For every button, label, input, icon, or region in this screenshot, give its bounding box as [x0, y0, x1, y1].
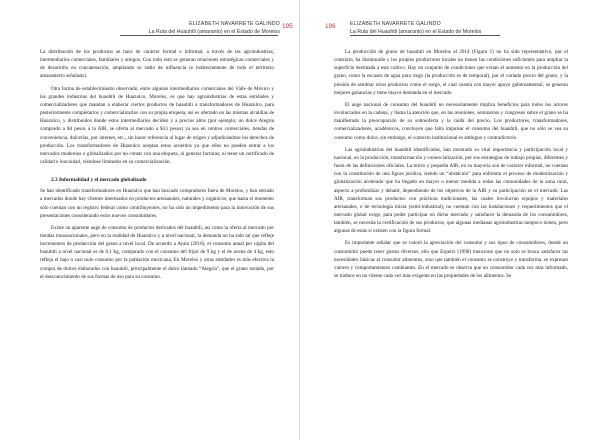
left-header-rule	[120, 35, 278, 36]
right-page-number: 196	[325, 23, 336, 30]
left-header-title: La Ruta del Huauhtli (amaranto) en el Estado de Morelos	[148, 29, 280, 35]
left-header-author: ELIZABETH NAVARRETE GALINDO	[189, 21, 280, 27]
right-header-rule	[350, 35, 500, 36]
right-header-author: ELIZABETH NAVARRETE GALINDO	[350, 21, 441, 27]
paragraph: La producción de grano de huauhtli en Morelos al 2014 (Figura 1) no ha sido representativo, por el contrario, ha disminuido y los propios productores locales no tienen las condiciones suficientes para ampliar la superficie destinada a este cultivo. Hay un conjunto de condiciones que evitan el aumento en la producción del grano, como la escasez de agua para riego (la producción es de temporal), por el variado precio del grano, y la presión de sembrar otros productos como el sorgo, el cual cuenta con mayor apoyo gubernamental, se generan mejores ganancias y tiene mayor demanda en el mercado.	[334, 49, 568, 96]
paragraph: Las agroindustrias del huauhtli identificadas, han mostrado su vital importancia y participación local y nacional, en la producción, transformación y comercialización, por sus estrategias de trabajo propias, diferentes y fuera de las definiciones oficiales. La micro y pequeña AIR, en su mayoría son de carácter informal, no cuentan con la constitución de una figura jurídica, siendo un “obstáculo” para enfrentar el proceso de modernización y globalización acelerado que ha llegado en mayor o menor medida a todas las comunidades de la zona rural, aspecto a profundizar y debatir, dependiendo de los objetivos de la AIR y su participación en el mercado. Las AIR, transforman sus productos con prácticas tradicionales, las cuales involucran equipos y materiales artesanales, o de tecnología mixta (semi-industrial), no cuentan con las instalaciones y requerimientos que el mercado global exige, para poder participar en dicho mercado y satisfacer la demanda de los consumidores, también, se necesita la certificación de sus productos, que algunas medianas agroindustrias tampoco tienen, pero algunas de estas sí existen con la figura formal.	[334, 146, 568, 235]
left-page-header	[120, 20, 280, 42]
section-heading: 2.3 Informalidad y el mercado globalizado	[51, 177, 147, 184]
paragraph: La distribución de los productos se hace de carácter formal e informal, a través de las agroindustrias, intermediarios comerciales, familiares y amigos. Con todo esto se generan relaciones estratégicas comerciales y de desarrollo en concatenación, ampliando su radio de influencia (e indirectamente de todo el territorio amaranterro señalado).	[40, 49, 274, 80]
left-page-body	[40, 48, 274, 281]
right-page	[300, 0, 600, 440]
paragraph: Es importante señalar que se valoró la apreciación del consumo y sus tipos de consumidores, donde un consumidor puede tener gustos diversos, ello que Espeitx (1996) mencionó que no solo se busca satisfacer las necesidades básicas al consumir alimentos, sino que también el consumo se construye y transforma, se expresan valores y comportamientos cambiantes. En el mercado se observa que un consumidor cada vez más informado, se traduce en un cliente cada vez más exigente en las propiedades de los alimentos. Se	[334, 240, 568, 280]
left-page-number: 195	[282, 23, 293, 30]
paragraph: El auge nacional de consumo del huauhtli no necesariamente implica beneficios para todos los actores involucrados en la cadena, y llama la atención que, en las reuniones, seminarios y congresos sobre el grano se ha manifestado la preocupación de su sobreoferta y la caída del precio. Los productores, transformadores, comercializadores, académicos, concluyen que falta impulsar el consumo del huauhtli, que no sólo se vea su consumo como dulce, sin embargo, el contexto institucional es ambiguo y contradictorio.	[334, 101, 568, 141]
paragraph: Otra forma de establecimiento observado, entre algunos intermediarios comerciales del Valle de México y las grandes industrias del huauhtli de Huazulco, Morelos, es que hay agroindustrias de estas entidades y comercializadores que mandan a elaborar ciertos productos de huauhtli a transformadores de Huazulco, para posteriormente completarlos y comercializarlos con su propia etiqueta, así es ofertado en las mismas alcaldías de Huazulco, y distribuidos donde estos intermediarios deciden y a precios altos (por ejemplo; un dulce Alegría comprado a $4 pesos a la AIR, se oferta al mercado a $13 pesos) ya sea en centros comerciales, tiendas de conveniencia, dulcerías, por internet, etc., sin hacer referencia al lugar de origen y adjudicándose los derechos de producción. Los transformadores de Huazulco aceptan estos acuerdos ya que ellos no pueden entrar a los mercados modernos o globalizados por no contar con una etiqueta, ni generar facturas; ni tener un certificado de calidad e inocuidad, viéndose limitados en su comercialización.	[40, 85, 274, 166]
right-page-body	[334, 48, 568, 280]
paragraph: Existe un aparente auge de consumo de productos derivados del huauhtli, así como la oferta al mercado por tiendas transnacionales, pero en la realidad de Huazulco y a nivel nacional, la demanda no ha sido tal que refleje incrementos de producción del grano a nivel local. De acuerdo a Ayala (2016), el consumo anual per cápita del huauhtli a nivel nacional es de 0.1 kg, comparado con el consumo del frijol de 9 kg y el de avena de 4 kg, esto refleja el bajo o casi nulo consumo por la población mexicana. En Morelos y otras entidades es más efectiva la compra de dulces elaborados con huauhtli, principalmente el dulce llamado “Alegría”, que el grano tostado, por el desconocimiento de sus formas de uso para su consumo.	[40, 224, 274, 280]
paragraph: Se han identificado transformadores en Huazulco que han buscado compradores fuera de Morelos, y han entrado a mercados donde hay clientes interesados en productos artesanales, naturales y orgánicos; que hasta el momento sólo cuentan con un registro federal como contribuyentes, no ha sido un impedimento para la innovación de sus presentaciones considerando estos nuevos consumidores.	[40, 188, 274, 219]
right-header-title: La Ruta del Huauhtli (amaranto) en el Estado de Morelos	[350, 29, 482, 35]
right-page-header	[350, 20, 520, 42]
